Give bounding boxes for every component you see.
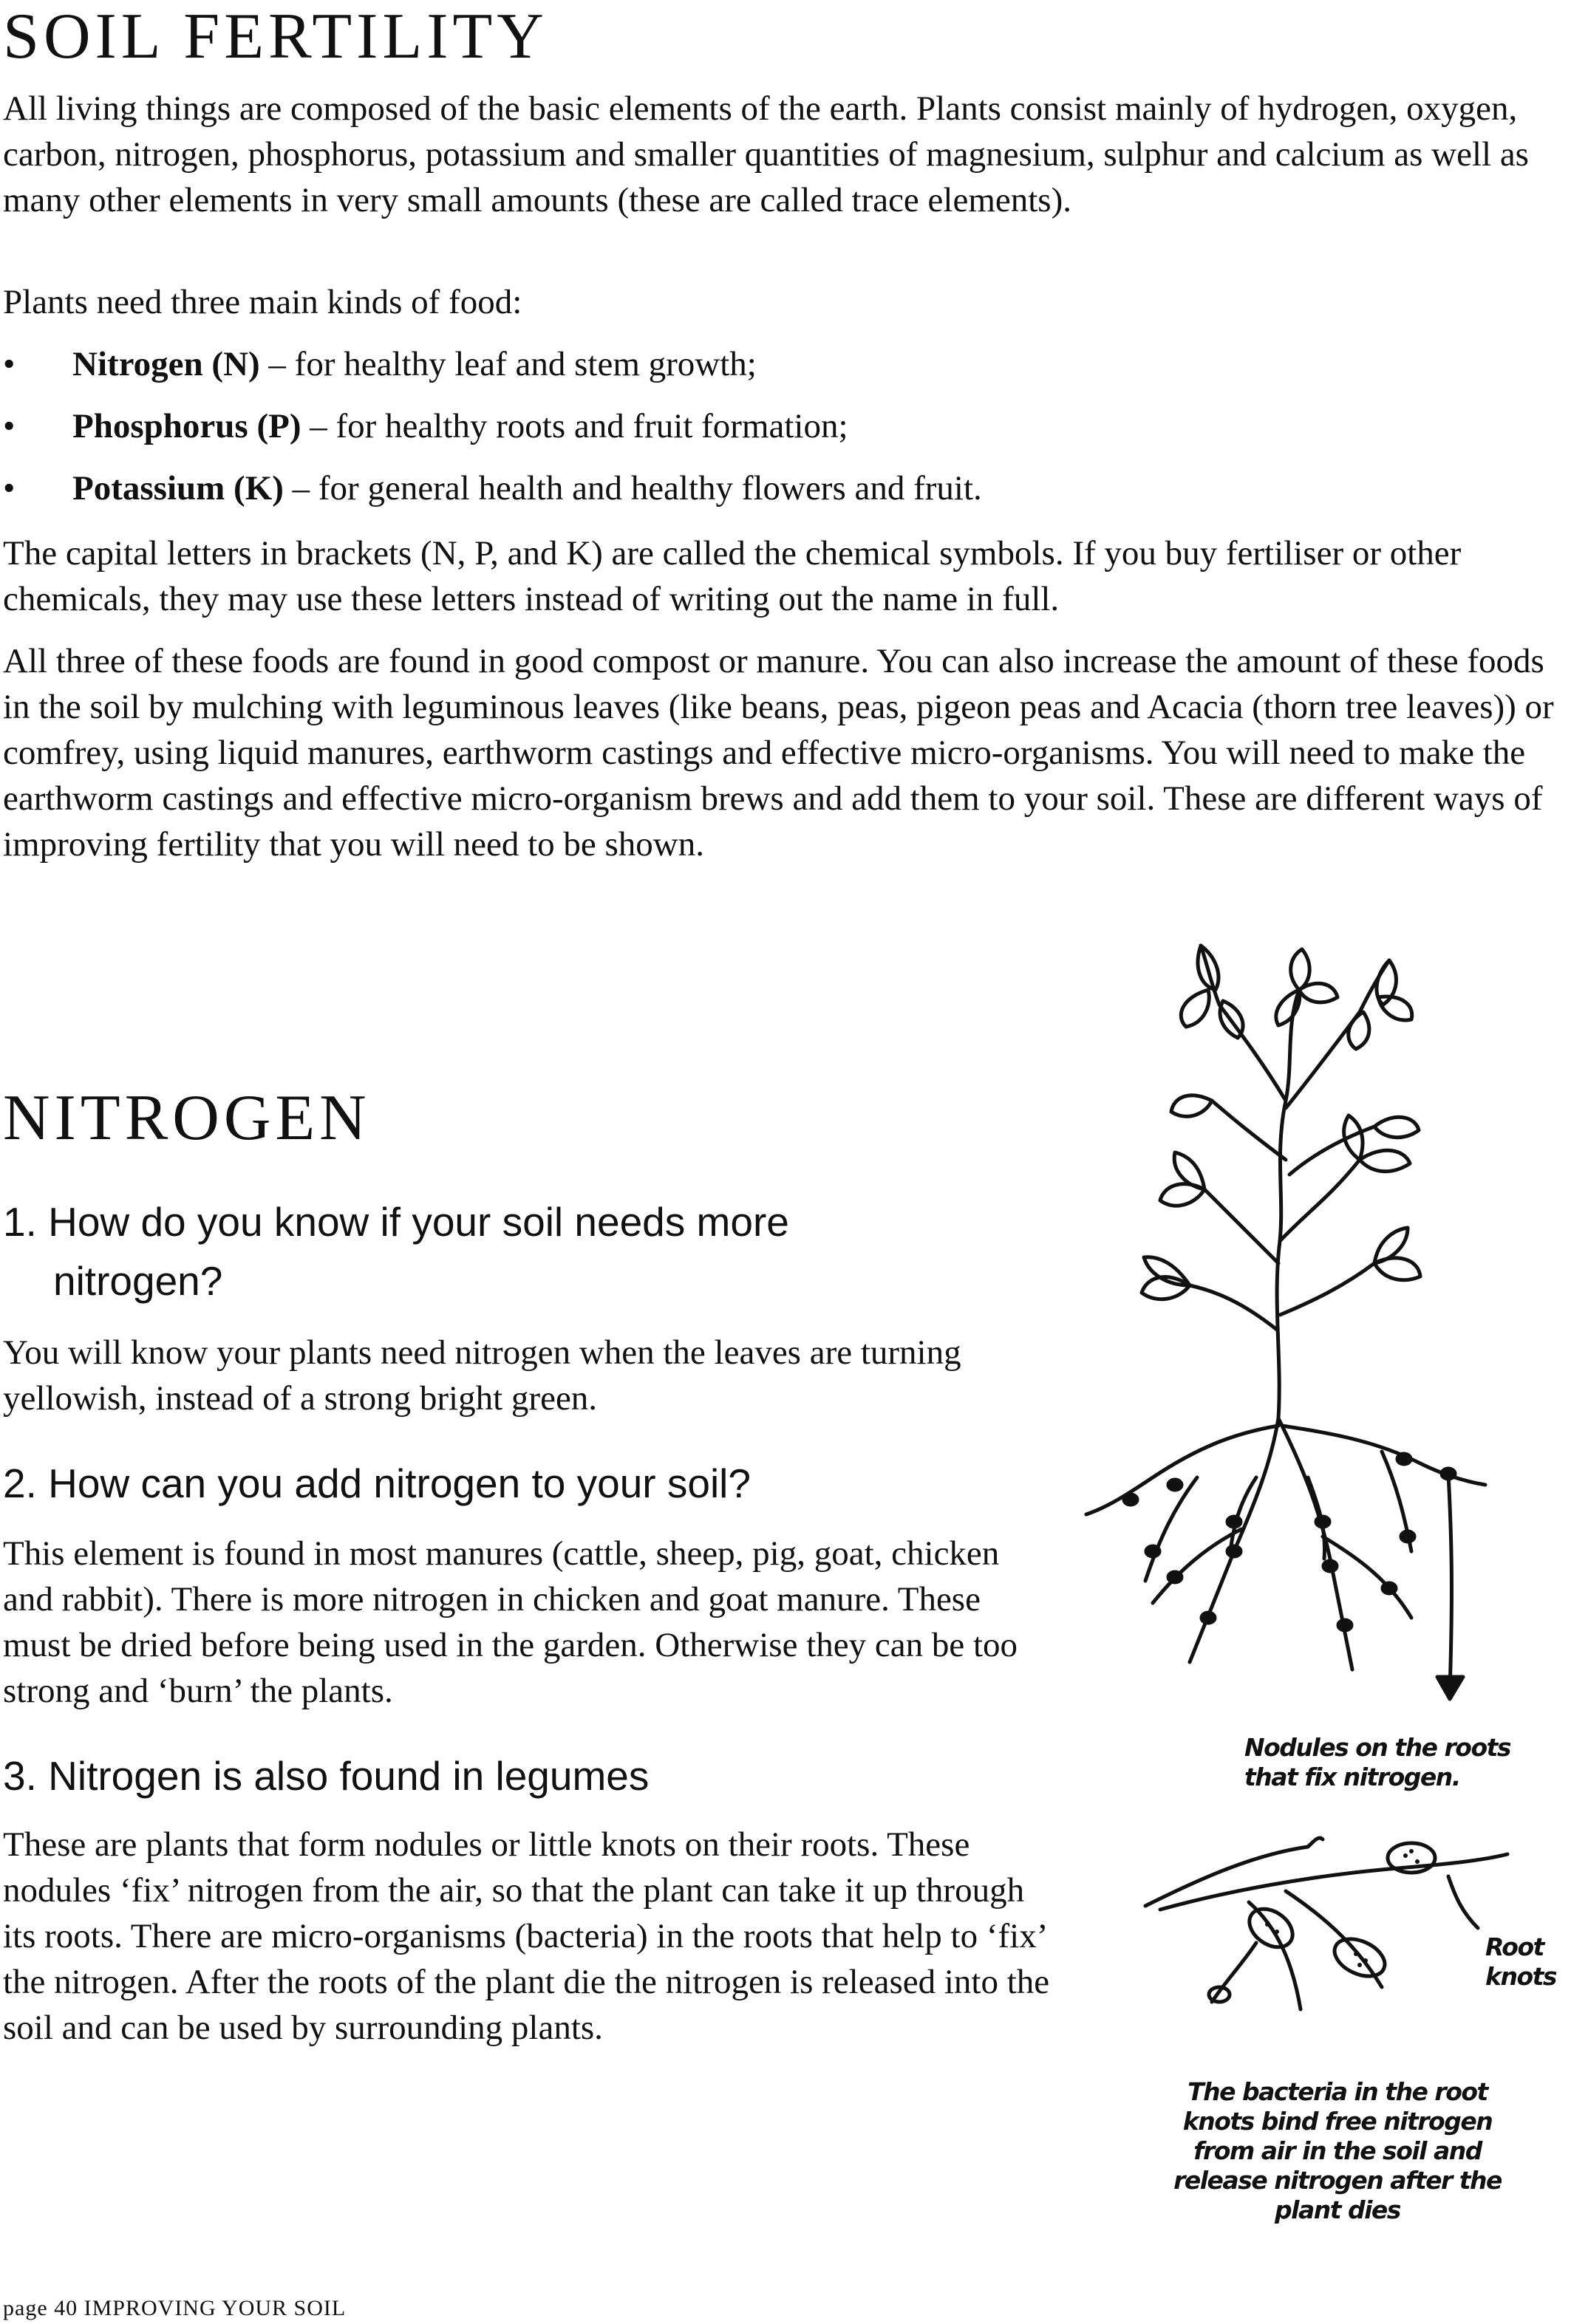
intro-lead: Plants need three main kinds of food: — [3, 283, 522, 321]
bacteria-caption-line: plant dies — [1275, 2195, 1400, 2224]
root-nodule-icon — [1124, 1454, 1455, 1630]
bacteria-caption — [1160, 2077, 1515, 2225]
question-body-1: You will know your plants need nitrogen when the leaves are turning yellowish, instead of a strong bright green. — [3, 1333, 961, 1418]
nutrient-desc: – for healthy leaf and stem growth; — [259, 345, 757, 383]
question-body-2: This element is found in most manures (cattle, sheep, pig, goat, chicken and rabbit). There is more nitrogen in chicken and goat manure. These must be dried before being used in the garden. Otherwise they can be too strong and ‘burn’ the plants. — [3, 1534, 1018, 1710]
nodules-label-line1: Nodules on the roots — [1244, 1733, 1511, 1762]
question-heading-1 — [3, 1192, 1052, 1310]
nodules-label — [1244, 1733, 1570, 1792]
root-knots-label-line2: knots — [1485, 1962, 1557, 1991]
arrow-line — [1448, 1474, 1451, 1692]
question-heading-3: 3. Nitrogen is also found in legumes — [3, 1753, 650, 1799]
nutrient-name: Phosphorus (P) — [72, 407, 301, 445]
bacteria-caption-line: release nitrogen after the — [1173, 2166, 1502, 2195]
root-knots-label — [1485, 1932, 1567, 1992]
bacteria-caption-line: The bacteria in the root — [1187, 2077, 1487, 2106]
page-title: SOIL FERTILITY — [3, 1, 548, 72]
bullet-icon: • — [3, 469, 16, 507]
question-heading-1-line2: nitrogen? — [53, 1258, 223, 1304]
question-heading-1-line1: 1. How do you know if your soil needs more — [3, 1199, 789, 1245]
arrow-head-icon — [1437, 1677, 1463, 1699]
symbols-paragraph: The capital letters in brackets (N, P, and K) are called the chemical symbols. If you buy fertiliser or other chemicals, they may use these letters instead of writing out the name in full. — [3, 534, 1462, 618]
nutrient-name: Nitrogen (N) — [72, 345, 260, 383]
question-heading-2: 2. How can you add nitrogen to your soil? — [3, 1460, 751, 1506]
page-footer: page 40 IMPROVING YOUR SOIL — [3, 2296, 347, 2320]
nutrient-desc: – for general health and healthy flowers and fruit. — [283, 469, 982, 507]
intro-paragraph: All living things are composed of the basic elements of the earth. Plants consist mainly of hydrogen, oxygen, carbon, nitrogen, phosphorus, potassium and smaller quantities of magnesium, sulphur and calcium as well as many other elements in very small amounts (these are called trace elements). — [3, 89, 1529, 219]
root-knots-closeup — [1145, 1838, 1507, 2009]
nutrient-item-potassium — [3, 465, 1259, 511]
nodules-label-line2: that fix nitrogen. — [1244, 1763, 1460, 1791]
question-body-3: These are plants that form nodules or little knots on their roots. These nodules ‘fix’ nitrogen from the air, so that the plant can take it up through its roots. There are micro-organisms (bacteria) in the roots that help to ‘fix’ the nitrogen. After the roots of the plant die the nitrogen is released into the soil and can be used by surrounding plants. — [3, 1825, 1050, 2047]
bullet-icon: • — [3, 345, 16, 383]
root-knots-label-line1: Root — [1485, 1932, 1544, 1961]
nutrient-item-phosphorus — [3, 403, 1259, 449]
bullet-icon: • — [3, 407, 16, 445]
nutrient-name: Potassium (K) — [72, 469, 284, 507]
section-title-nitrogen: NITROGEN — [3, 1082, 371, 1154]
legume-plant-illustration — [1064, 916, 1552, 2246]
nutrient-desc: – for healthy roots and fruit formation; — [301, 407, 848, 445]
nutrient-item-nitrogen — [3, 341, 1259, 387]
bacteria-caption-line: from air in the soil and — [1193, 2136, 1482, 2165]
bacteria-caption-line: knots bind free nitrogen — [1182, 2107, 1493, 2136]
compost-paragraph: All three of these foods are found in good compost or manure. You can also increase the amount of these foods in the soil by mulching with leguminous leaves (like beans, peas, pigeon peas and Acacia (thorn tree leaves)) or comfrey, using liquid manures, earthworm castings and effective micro-organisms. You will need to make the earthworm castings and effective micro-organism brews and add them to your soil. These are different ways of improving fertility that you will need to be shown. — [3, 642, 1554, 864]
